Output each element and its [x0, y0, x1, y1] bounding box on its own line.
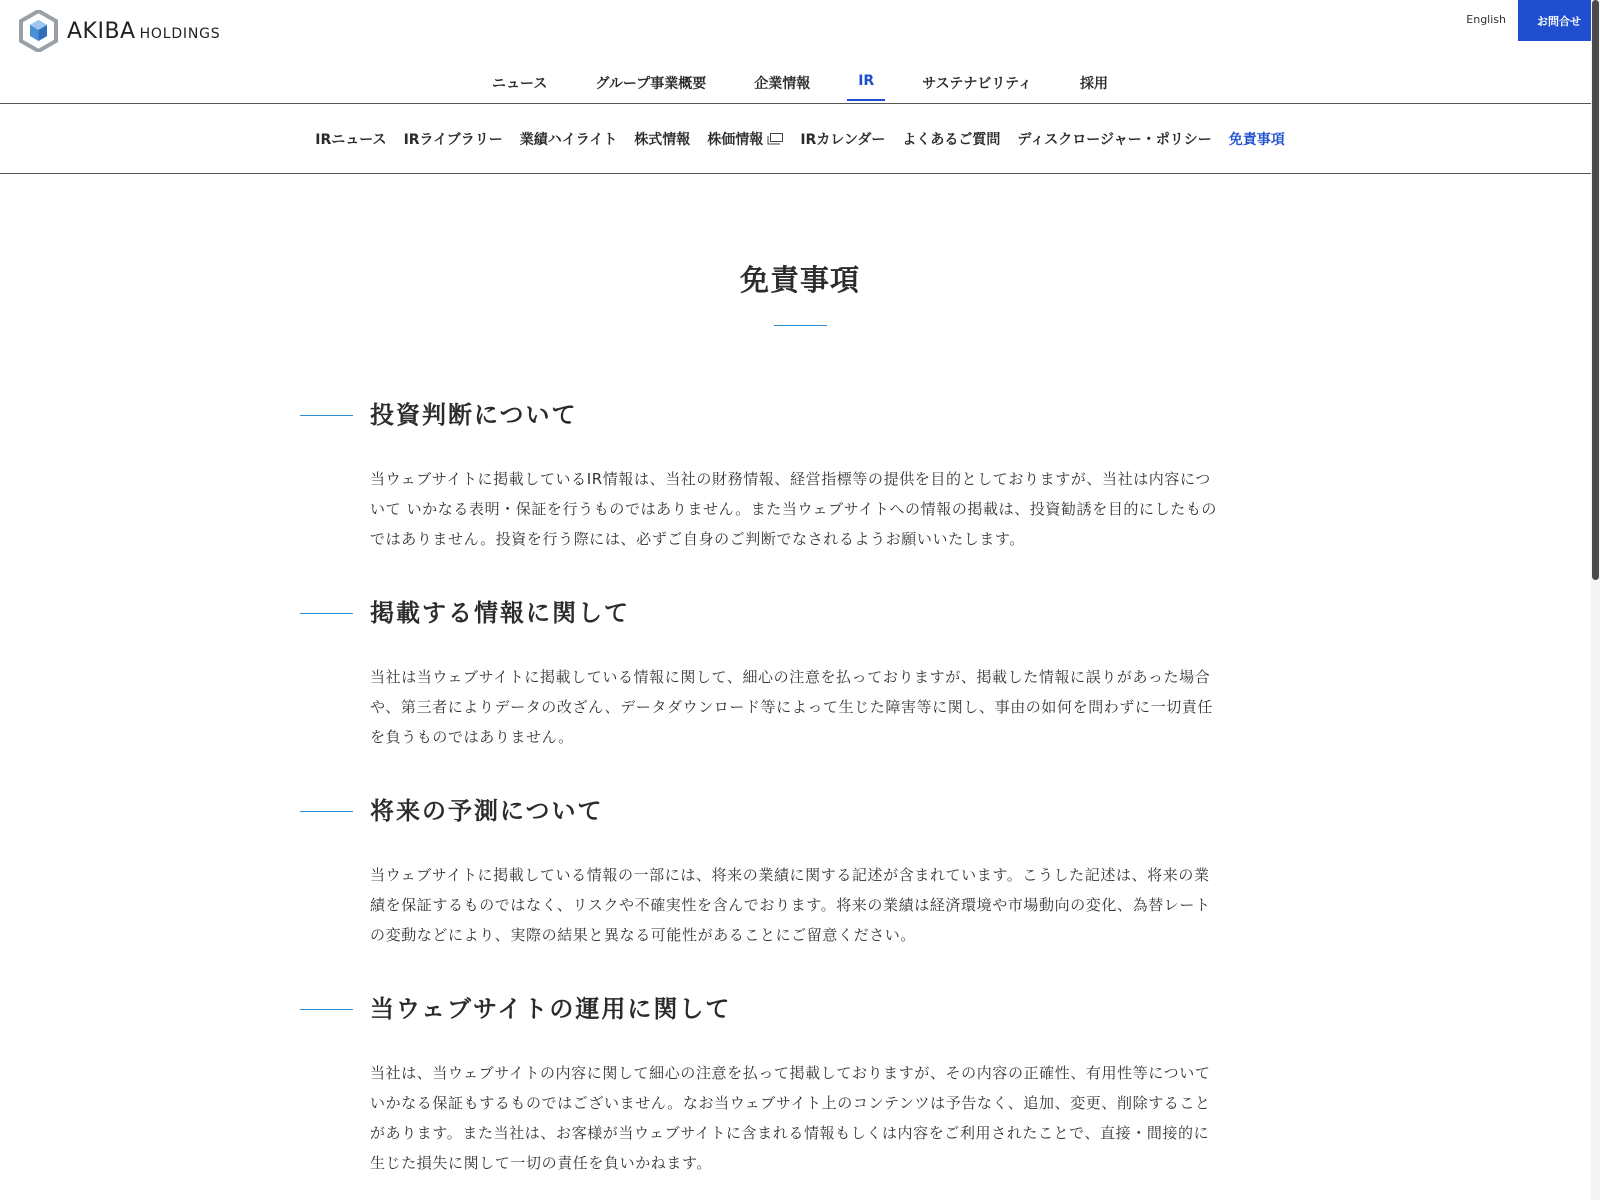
section-heading: 当ウェブサイトの運用に関して: [370, 995, 732, 1023]
external-window-icon: [767, 133, 783, 145]
cube-logo-icon: [19, 10, 58, 52]
logo-wordmark: [67, 19, 220, 44]
section-body: 当社は当ウェブサイトに掲載している情報に関して、細心の注意を払っておりますが、掲載した情報に誤りがあった場合や、第三者によりデータの改ざん、データダウンロード等によって生じた障害等に関し、事由の如何を問わずに一切責任を負うものではありません。: [370, 668, 1214, 746]
page-title: 免責事項: [739, 263, 860, 297]
section-body: 当ウェブサイトに掲載しているIR情報は、当社の財務情報、経営指標等の提供を目的としておりますが、当社は内容について いかなる表明・保証を行うものではありません。また当ウェブサイトへの情報の掲載は、投資勧誘を目的にしたものではありません。投資を行う際には、必ずご自身のご判断でなされるようお願いいたします。: [370, 470, 1218, 548]
sub-nav-disclaimer[interactable]: 免責事項: [1228, 131, 1285, 148]
scrollbar-track[interactable]: [1591, 0, 1600, 1200]
section-rule: [300, 811, 353, 812]
english-link[interactable]: English: [1466, 13, 1506, 26]
section-rule: [300, 415, 353, 416]
sub-nav-ir-news[interactable]: IRニュース: [315, 131, 387, 148]
section-heading: 投資判断について: [370, 401, 578, 429]
section-rule: [300, 613, 353, 614]
title-underline: [774, 325, 827, 326]
site-header: [0, 0, 1600, 104]
section-body: 当社は、当ウェブサイトの内容に関して細心の注意を払って掲載しておりますが、その内容の正確性、有用性等についていかなる保証もするものではございません。なお当ウェブサイト上のコンテンツは予告なく、追加、変更、削除することがあります。また当社は、お客様が当ウェブサイトに含まれる情報もしくは内容をご利用されたことで、直接・間接的に生じた損失に関して一切の責任を負いかねます。: [370, 1064, 1211, 1172]
main-nav-recruit[interactable]: 採用: [1079, 76, 1108, 92]
main-nav-company[interactable]: 企業情報: [754, 76, 811, 92]
main-nav-ir[interactable]: IR: [847, 70, 885, 101]
scrollbar-thumb[interactable]: [1592, 0, 1599, 580]
main-nav-news[interactable]: ニュース: [492, 76, 548, 92]
sub-nav-ir-library[interactable]: IRライブラリー: [403, 131, 503, 148]
logo-subtext: HOLDINGS: [139, 25, 221, 42]
sub-nav-stock-price[interactable]: [707, 129, 783, 149]
section-heading: 掲載する情報に関して: [370, 599, 630, 627]
main-nav-sustainability[interactable]: サステナビリティ: [922, 76, 1032, 92]
akiba-holdings-logo[interactable]: [19, 10, 220, 52]
sub-nav-stock-price-label: 株価情報: [707, 131, 764, 148]
sub-nav-disclosure-policy[interactable]: ディスクロージャー・ポリシー: [1017, 131, 1212, 148]
section-heading: 将来の予測について: [370, 797, 604, 825]
main-nav-group-business[interactable]: グループ事業概要: [595, 76, 707, 92]
sub-nav-faq[interactable]: よくあるご質問: [902, 131, 1001, 148]
section-body: 当ウェブサイトに掲載している情報の一部には、将来の業績に関する記述が含まれています。こうした記述は、将来の業績を保証するものではなく、リスクや不確実性を含んでおります。将来の業績は経済環境や市場動向の変化、為替レートの変動などにより、実際の結果と異なる可能性があることにご留意ください。: [370, 866, 1211, 944]
logo-text: AKIBA: [67, 18, 136, 44]
sub-nav-ir-calendar[interactable]: IRカレンダー: [800, 131, 886, 148]
ir-sub-nav: [0, 104, 1600, 174]
section-rule: [300, 1009, 353, 1010]
sub-nav-stock-info[interactable]: 株式情報: [634, 131, 691, 148]
contact-button[interactable]: お問合せ: [1518, 0, 1600, 41]
main-nav: [0, 70, 1600, 101]
sub-nav-highlights[interactable]: 業績ハイライト: [519, 131, 618, 148]
